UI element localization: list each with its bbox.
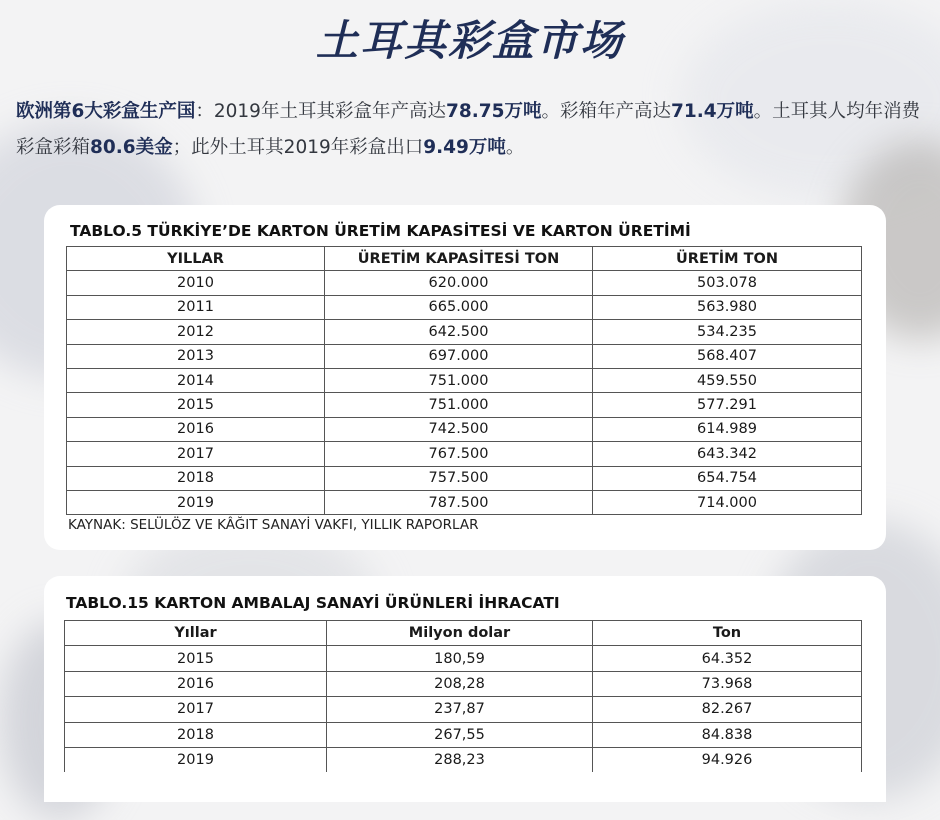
column-header: Ton [593,621,862,646]
table-cell: 2011 [67,295,325,319]
table-cell: 665.000 [325,295,593,319]
column-header: Yıllar [65,621,327,646]
table-row [67,368,862,392]
table-cell: 2017 [65,697,327,722]
table-cell: 2010 [67,271,325,295]
table-row [67,320,862,344]
page-title: 土耳其彩盒市场 [315,16,624,65]
table-cell: 503.078 [593,271,862,295]
table-row [65,697,862,722]
table-cell: 2017 [67,442,325,466]
table-cell: 767.500 [325,442,593,466]
table-row [67,442,862,466]
intro-text: 。 [505,137,525,158]
table-cell: 288,23 [327,747,593,772]
table-cell: 208,28 [327,671,593,696]
table2-title: TABLO.15 KARTON AMBALAJ SANAYİ ÜRÜNLERİ İHRACATI [66,594,560,612]
table-cell: 2018 [67,466,325,490]
table-cell: 73.968 [593,671,862,696]
table-row [67,466,862,490]
production-table [66,246,862,515]
table-cell: 751.000 [325,368,593,392]
table-cell: 64.352 [593,646,862,671]
intro-highlight: 78.75万吨 [445,101,542,122]
table-cell: 267,55 [327,722,593,747]
intro-paragraph [16,94,926,166]
table-row [65,646,862,671]
table-cell: 714.000 [593,490,862,514]
table-row [65,747,862,772]
table-cell: 237,87 [327,697,593,722]
intro-highlight: 9.49万吨 [423,137,506,158]
table-cell: 643.342 [593,442,862,466]
table1-title: TABLO.5 TÜRKİYE’DE KARTON ÜRETİM KAPASİTESİ VE KARTON ÜRETİMİ [70,222,691,240]
table-cell: 2015 [65,646,327,671]
table-cell: 82.267 [593,697,862,722]
table-cell: 180,59 [327,646,593,671]
intro-text: 。彩箱年产高达 [541,101,672,122]
table-row [67,295,862,319]
table1-source: KAYNAK: SELÜLÖZ VE KÂĞIT SANAYİ VAKFI, YILLIK RAPORLAR [68,517,479,533]
table-cell: 2019 [65,747,327,772]
table-cell: 787.500 [325,490,593,514]
table-cell: 2015 [67,393,325,417]
column-header: ÜRETİM TON [593,247,862,271]
table-cell: 94.926 [593,747,862,772]
table-cell: 2014 [67,368,325,392]
intro-highlight: 80.6美金 [90,137,173,158]
table-cell: 2018 [65,722,327,747]
table-cell: 697.000 [325,344,593,368]
table-cell: 2013 [67,344,325,368]
table-row [67,344,862,368]
table-cell: 534.235 [593,320,862,344]
table-row [67,490,862,514]
table-cell: 751.000 [325,393,593,417]
column-header: ÜRETİM KAPASİTESİ TON [325,247,593,271]
table-cell: 2019 [67,490,325,514]
intro-highlight: 71.4万吨 [671,101,754,122]
table-header-row [65,621,862,646]
table-row [67,417,862,441]
table-cell: 642.500 [325,320,593,344]
table-cell: 614.989 [593,417,862,441]
column-header: YILLAR [67,247,325,271]
table-row [67,393,862,417]
table-cell: 563.980 [593,295,862,319]
table-cell: 459.550 [593,368,862,392]
table-row [65,671,862,696]
table-cell: 742.500 [325,417,593,441]
table-row [67,271,862,295]
intro-text: 。土耳其人均年消费彩盒彩箱 [16,101,921,158]
intro-highlight: 欧洲第6大彩盒生产国 [16,101,196,122]
table-cell: 757.500 [325,466,593,490]
table-cell: 84.838 [593,722,862,747]
table-header-row [67,247,862,271]
intro-text: ：2019年土耳其彩盒年产高达 [195,101,446,122]
table-cell: 2012 [67,320,325,344]
export-table [64,620,862,772]
table-cell: 568.407 [593,344,862,368]
table-cell: 620.000 [325,271,593,295]
table-cell: 2016 [67,417,325,441]
intro-text: ；此外土耳其2019年彩盒出口 [172,137,424,158]
table-cell: 577.291 [593,393,862,417]
column-header: Milyon dolar [327,621,593,646]
table-cell: 654.754 [593,466,862,490]
table-cell: 2016 [65,671,327,696]
table-row [65,722,862,747]
